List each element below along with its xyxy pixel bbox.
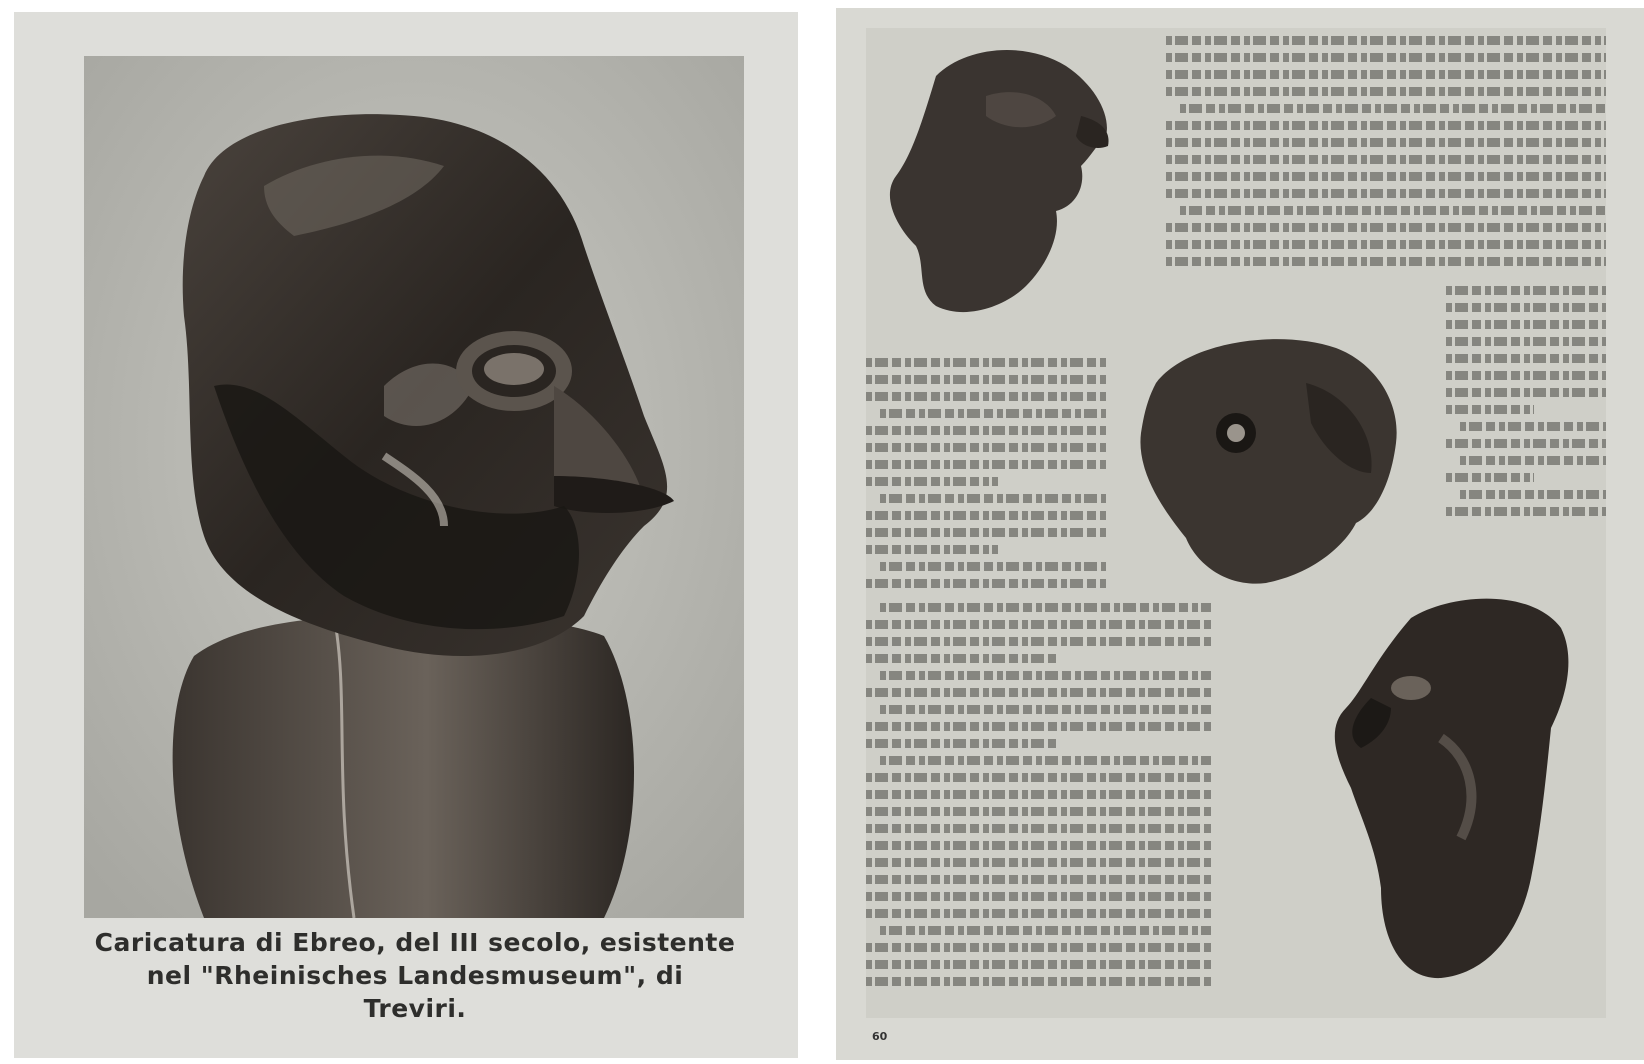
caricature-head-sculpture xyxy=(84,56,744,918)
sculpture-photo-top xyxy=(876,36,1126,336)
sculpture-photo-middle xyxy=(1126,323,1416,593)
text-column-right xyxy=(1446,286,1606,526)
page-number: 60 xyxy=(872,1030,888,1043)
right-page xyxy=(836,8,1644,1060)
sculpture-photograph xyxy=(84,56,744,918)
photo-caption xyxy=(70,926,760,1025)
sculpture-photo-bottom xyxy=(1321,588,1581,988)
caption-line-1: Caricatura di Ebreo, del III secolo, esistente xyxy=(94,928,736,957)
page-content-area xyxy=(866,28,1606,1018)
text-column-left-lower xyxy=(866,603,1211,1003)
caption-line-2: nel "Rheinisches Landesmuseum", di xyxy=(146,961,684,990)
text-column-top xyxy=(1166,36,1606,286)
text-column-left-upper xyxy=(866,358,1106,598)
left-page xyxy=(14,12,798,1058)
caption-line-3: Treviri. xyxy=(363,994,467,1023)
